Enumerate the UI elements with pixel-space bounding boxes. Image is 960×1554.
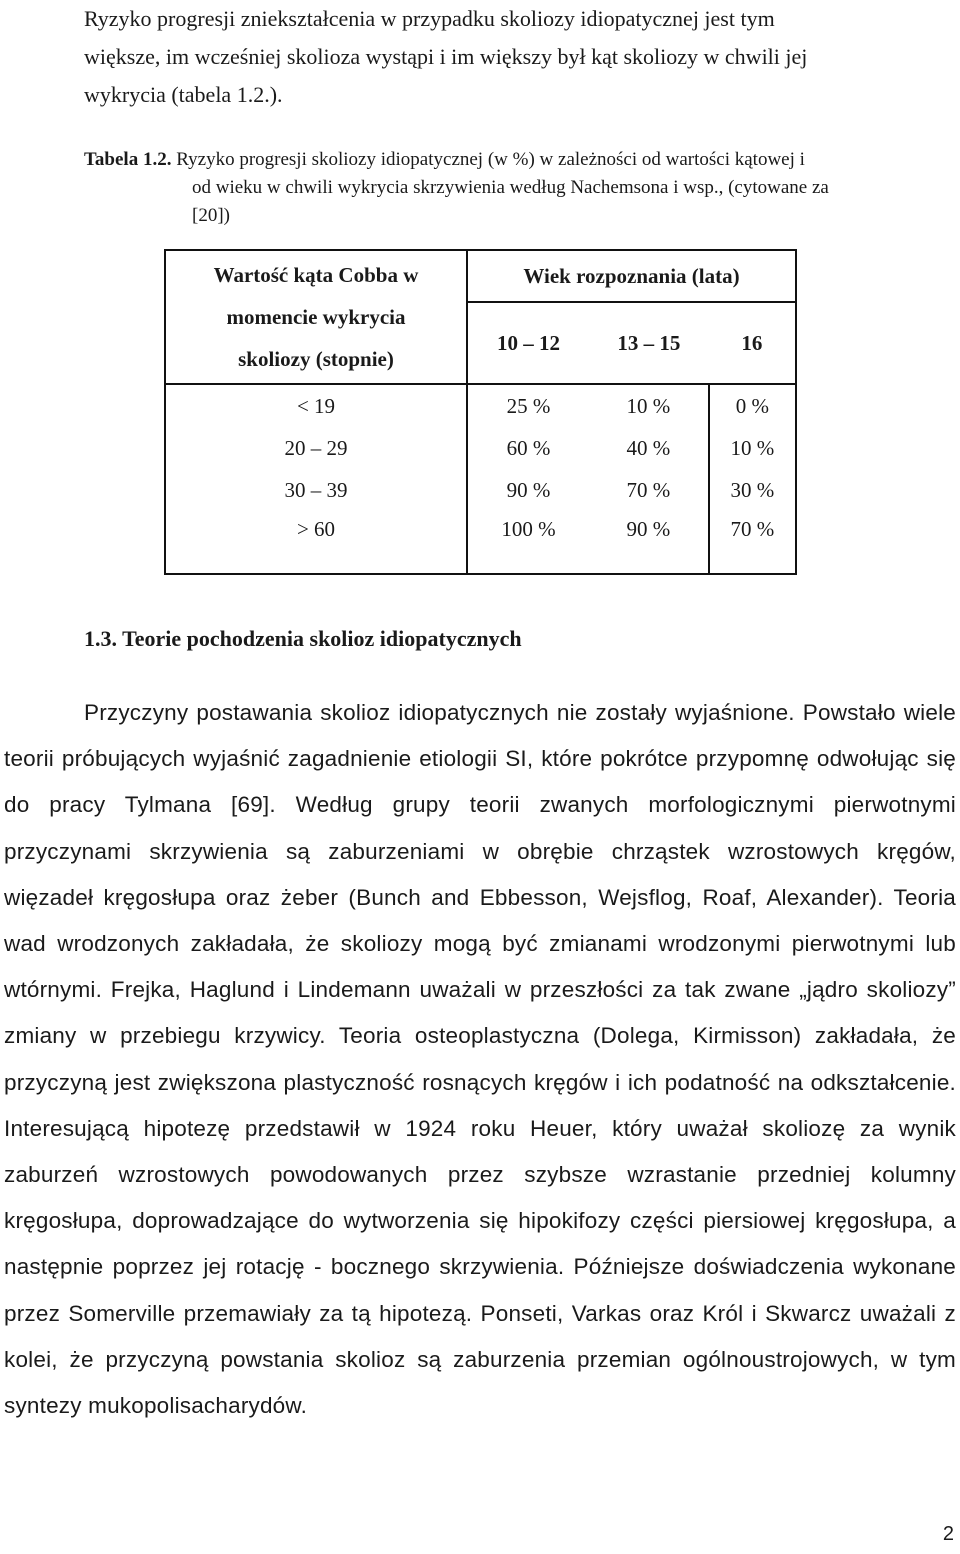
angle-cell: 30 – 39 [165,469,467,511]
value-cell: 90 % [506,477,551,502]
table-row [165,384,796,427]
caption-line-2: od wieku w chwili wykrycia skrzywienia według Nachemsona i wsp., (cytowane za [192,177,829,198]
caption-line-3: [20]) [192,205,230,226]
caption-line-1: Ryzyko progresji skoliozy idiopatycznej (w %) w zależności od wartości kątowej i [176,149,805,170]
intro-line-1: Ryzyko progresji zniekształcenia w przypadku skoliozy idiopatycznej jest tym [84,6,775,31]
angle-column-header [165,250,467,384]
angle-header-line-1: Wartość kąta Cobba w [213,263,419,287]
intro-line-3: wykrycia (tabela 1.2.). [84,82,283,107]
intro-line-2: większe, im wcześniej skolioza wystąpi i im większy był kąt skoliozy w chwili jej [84,44,808,69]
angle-header-line-2: momencie wykrycia [226,305,406,329]
value-cell: 70 % [709,511,796,574]
table-row [165,511,796,574]
value-cell: 30 % [709,469,796,511]
caption-label: Tabela 1.2. [84,149,172,170]
value-cell: 70 % [589,469,709,511]
table-caption [84,146,956,230]
age-group-header: Wiek rozpoznania (lata) [467,250,796,302]
table-row [165,469,796,511]
risk-table [164,249,797,575]
age-group-16: 16 [709,302,796,384]
intro-paragraph [84,0,956,114]
value-cell: 40 % [589,427,709,469]
value-cell: 10 % [709,427,796,469]
angle-cell: < 19 [165,384,467,427]
value-cell: 10 % [589,384,709,427]
value-cell: 0 % [709,384,796,427]
age-group-10-12: 10 – 12 [467,302,589,384]
value-cell: 90 % [589,511,709,574]
angle-header-line-3: skoliozy (stopnie) [238,347,394,371]
value-cell: 25 % [506,393,551,418]
value-cell: 60 % [506,435,551,460]
body-text: Przyczyny postawania skolioz idiopatycznych nie zostały wyjaśnione. Powstało wiele teorii próbujących wyjaśnić zagadnienie etiologii SI, które pokrótce przypomnę odwołując się do pracy Tylmana [69]. Według grupy teorii zwanych morfologicznymi pierwotnymi przyczynami skrzywienia są zaburzeniami w obrębie chrząstek wzrostowych kręgów, więzadeł kręgosłupa oraz żeber (Bunch and Ebbesson, Wejsflog, Roaf, Alexander). Teoria wad wrodzonych zakładała, że skoliozy mogą być zmianami wrodzonymi pierwotnymi lub wtórnymi. Frejka, Haglund i Lindemann uważali w przeszłości za tak zwane „jądro skoliozy” zmiany w przebiegu krzywicy. Teoria osteoplastyczna (Dolega, Kirmisson) zakładała, że przyczyną jest zwiększona plastyczność rosnących kręgów i ich podatność na odkształcenie. Interesującą hipotezę przedstawił w 1924 roku Heuer, który uważał skoliozę za wynik zaburzeń wzrostowych powodowanych przez szybsze wzrastanie przedniej kolumny kręgosłupa, doprowadzające do wytworzenia się hipokifozy części piersiowej kręgosłupa, a następnie poprzez jej rotację - bocznego skrzywienia. Późniejsze doświadczenia wykonane przez Somerville przemawiały za tą hipotezą. Ponseti, Varkas oraz Król i Skwarcz uważali z kolei, że przyczyną powstania skolioz są zaburzenia przemian ogólnoustrojowych, w tym syntezy mukopolisacharydów. [4,700,956,1419]
page-number: 2 [942,1523,954,1545]
body-paragraph [4,690,956,1429]
age-group-13-15: 13 – 15 [589,302,709,384]
value-cell: 100 % [467,511,589,574]
angle-cell: 20 – 29 [165,427,467,469]
section-heading: 1.3. Teorie pochodzenia skolioz idiopatycznych [84,626,522,651]
table-row [165,427,796,469]
angle-cell: > 60 [165,511,467,574]
